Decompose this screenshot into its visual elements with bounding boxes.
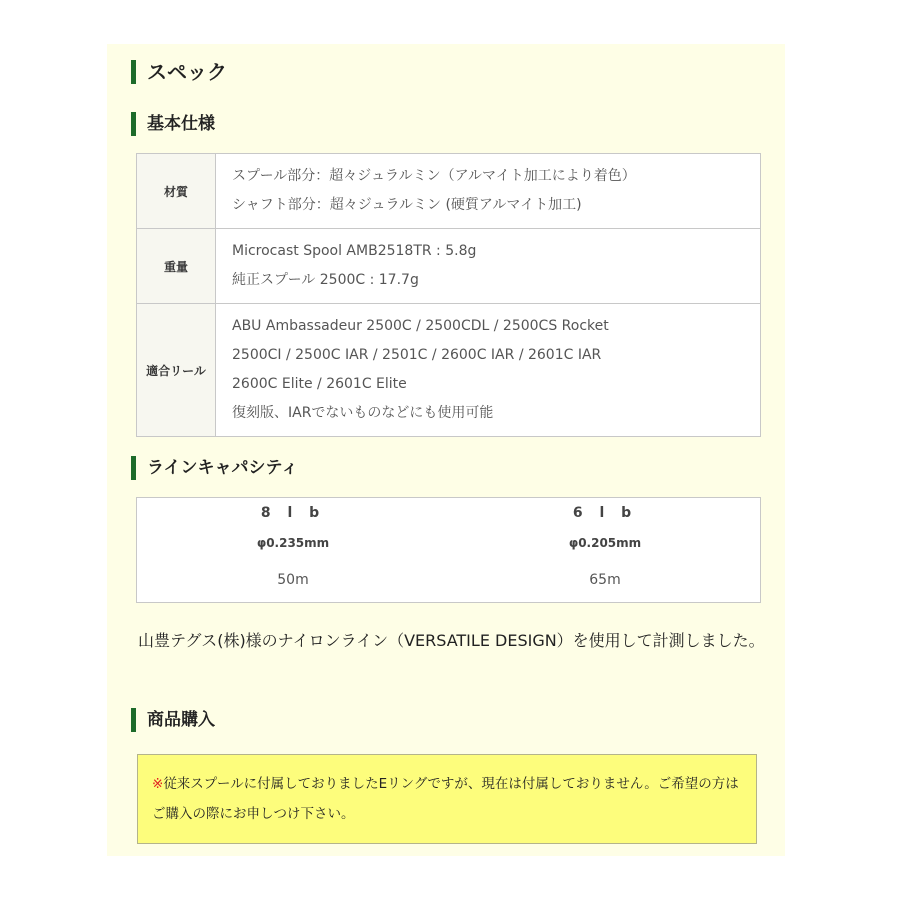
notice-text: 従来スプールに付属しておりましたEリングですが、現在は付属しておりません。ご希望の方はご購入の際にお申しつけ下さい。 [152, 776, 739, 822]
table-row [137, 304, 761, 437]
table-row [137, 154, 761, 229]
spec-heading: スペック [131, 60, 227, 84]
value-line: 純正スプール 2500C : 17.7g [232, 272, 419, 288]
value-line: スプール部分：超々ジュラルミン（アルマイト加工により着色） [232, 168, 636, 184]
purchase-heading: 商品購入 [131, 708, 215, 732]
row-value-material [216, 154, 761, 229]
measurement-note: 山豊テグス(株)様のナイロンライン（VERSATILE DESIGN）を使用して計測しました。 [138, 631, 765, 650]
capacity-diameter: φ0.235mm [256, 536, 330, 550]
row-label-weight: 重量 [137, 229, 216, 304]
row-label-material: 材質 [137, 154, 216, 229]
notice-mark: ※ [152, 776, 164, 792]
value-line: 2500CI / 2500C IAR / 2501C / 2600C IAR / 2601C IAR [232, 347, 602, 363]
value-line: 復刻版、IARでないものなどにも使用可能 [232, 405, 494, 421]
capacity-diameter: φ0.205mm [568, 536, 642, 550]
capacity-lb: 6 l b [572, 505, 638, 521]
line-capacity-box [136, 497, 761, 603]
capacity-length: 65m [589, 572, 621, 588]
row-label-compatible-reels: 適合リール [137, 304, 216, 437]
value-line: ABU Ambassadeur 2500C / 2500CDL / 2500CS Rocket [232, 318, 609, 334]
spec-panel [107, 44, 785, 856]
capacity-lb: 8 l b [260, 505, 326, 521]
value-line: 2600C Elite / 2601C Elite [232, 376, 407, 392]
capacity-length: 50m [277, 572, 309, 588]
line-capacity-heading: ラインキャパシティ [131, 456, 298, 480]
basic-spec-heading: 基本仕様 [131, 112, 215, 136]
spec-table [136, 153, 761, 437]
value-line: シャフト部分：超々ジュラルミン (硬質アルマイト加工) [232, 197, 582, 213]
row-value-compatible-reels [216, 304, 761, 437]
row-value-weight [216, 229, 761, 304]
purchase-notice [137, 754, 757, 844]
table-row [137, 229, 761, 304]
value-line: Microcast Spool AMB2518TR : 5.8g [232, 243, 477, 259]
